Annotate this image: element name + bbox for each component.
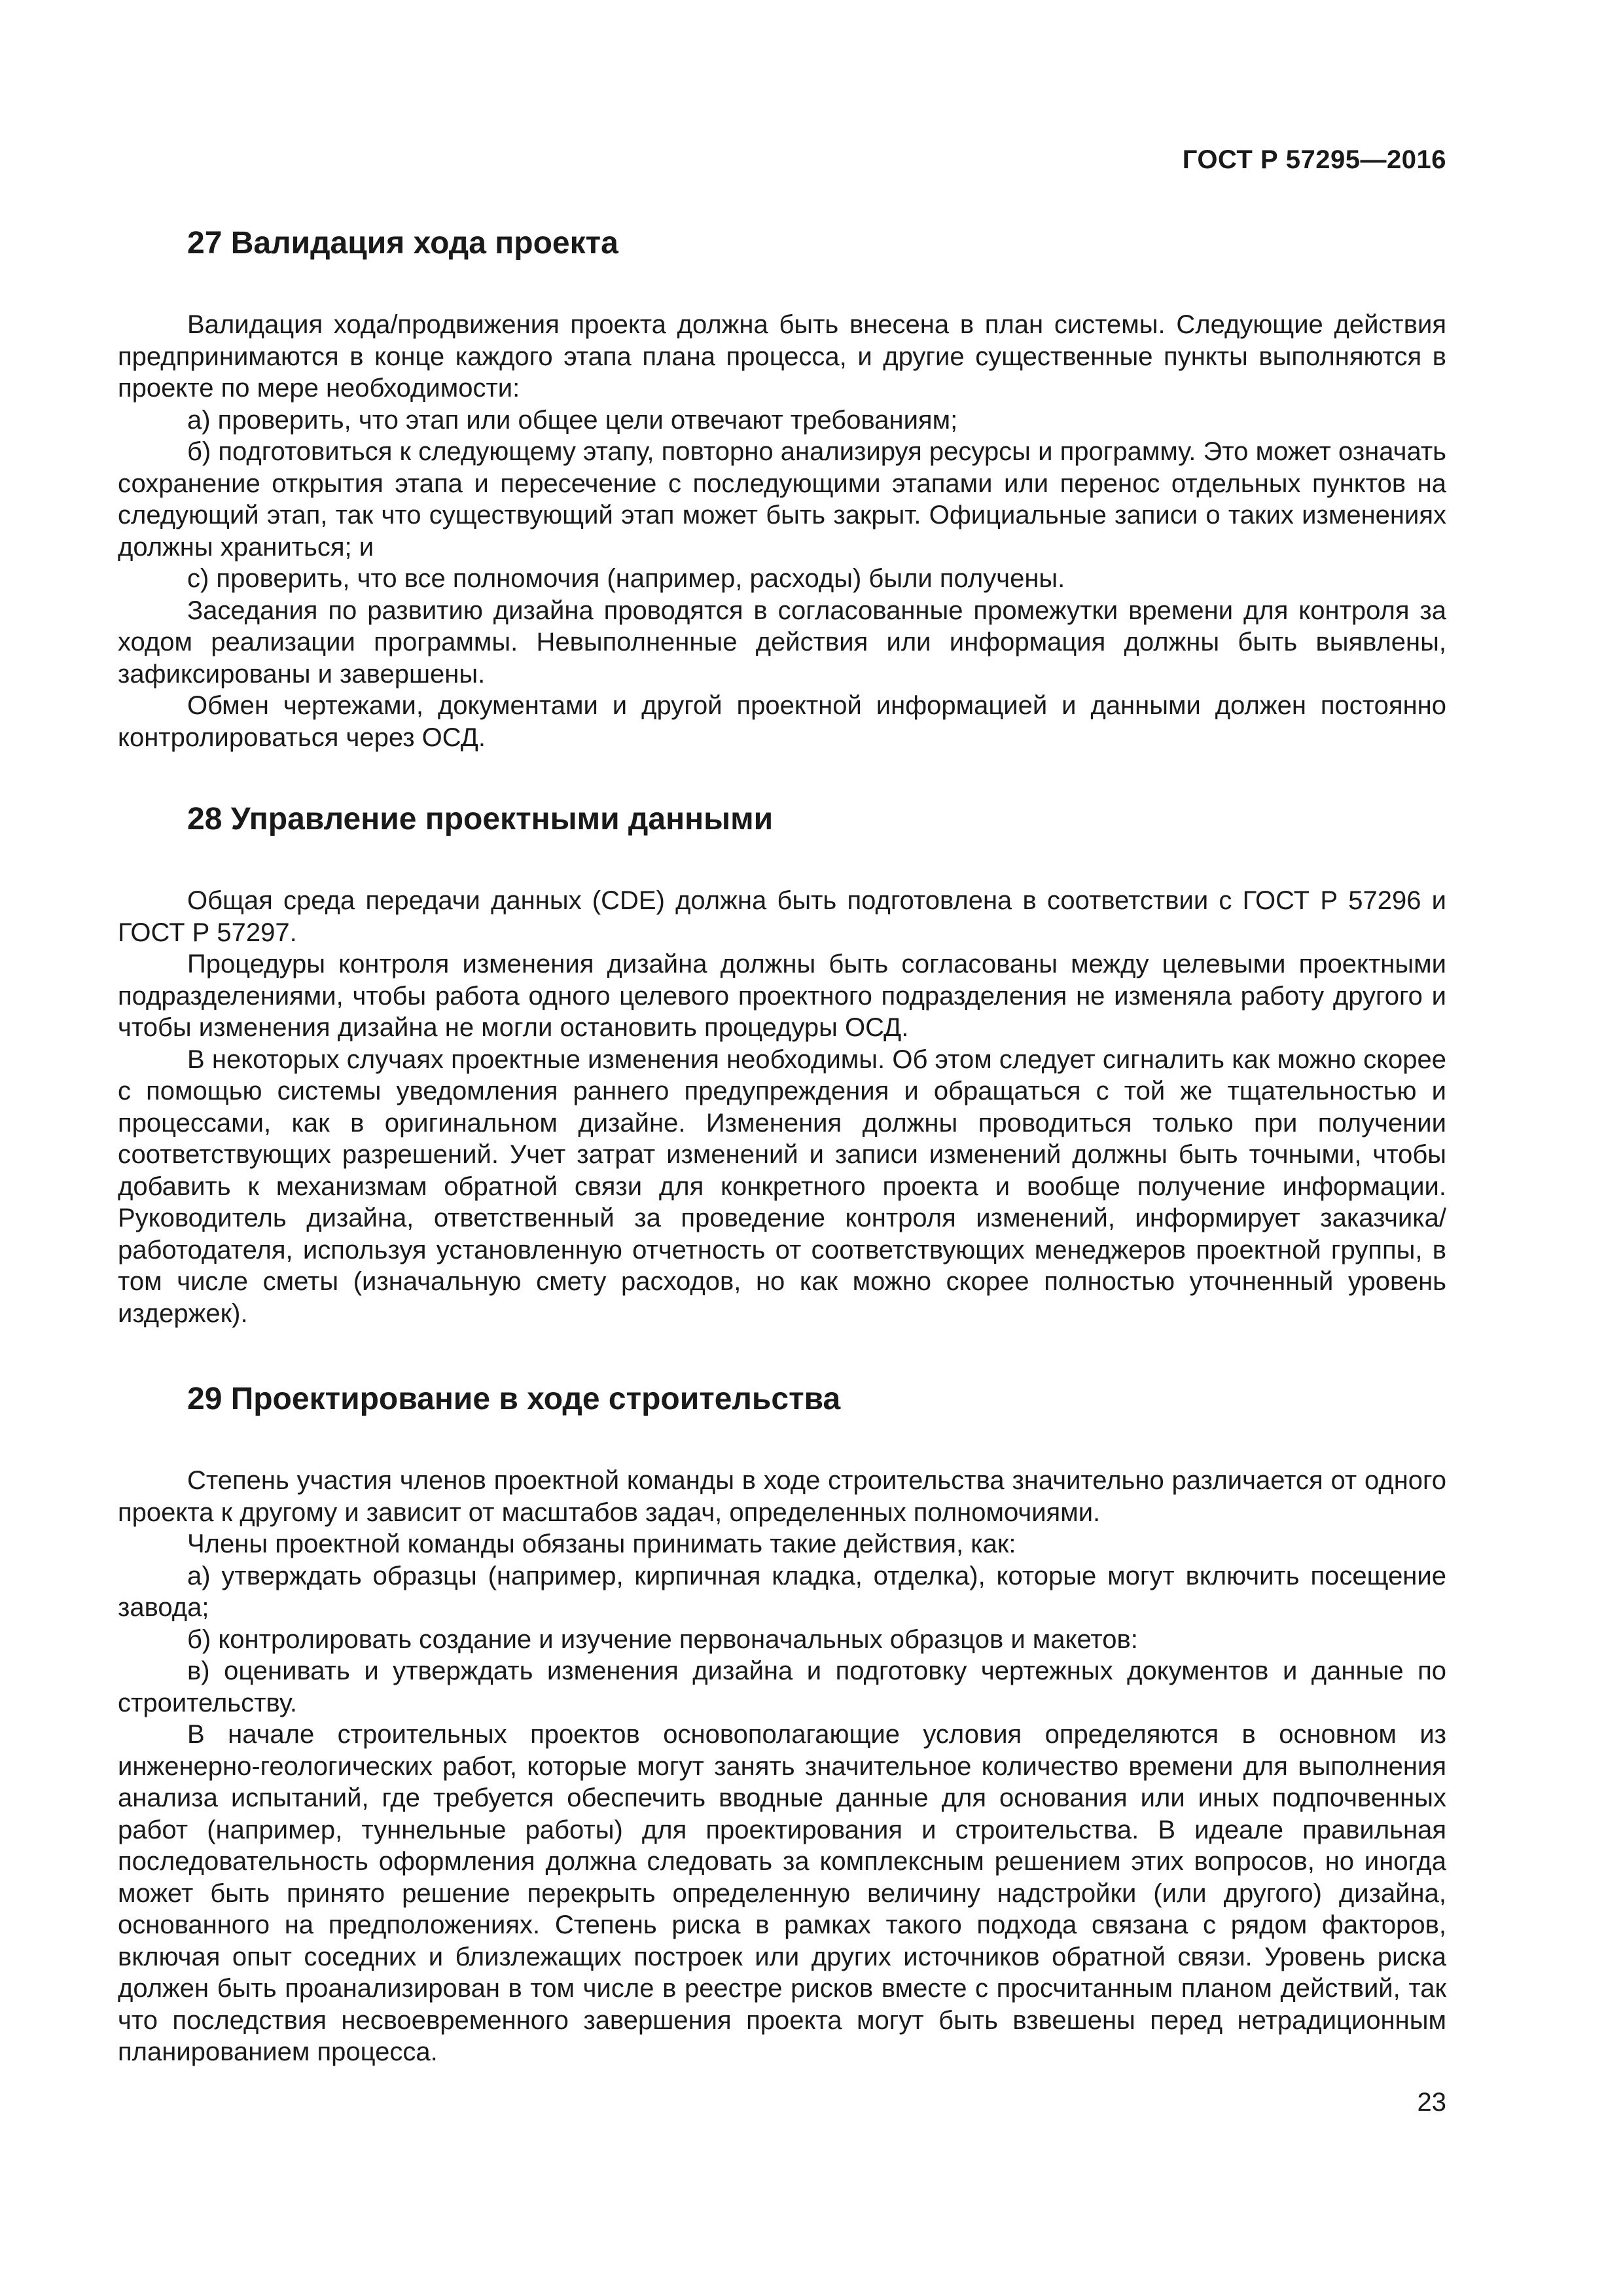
list-item: в) оценивать и утверждать изменения дизайна и подготовку чертежных документов и данные по строительству. xyxy=(118,1657,1446,1717)
standard-code-header: ГОСТ Р 57295—2016 xyxy=(1182,145,1446,174)
page-number: 23 xyxy=(1417,2088,1446,2117)
paragraph: Валидация хода/продвижения проекта должна быть внесена в план системы. Следующие действия предпринимаются в конце каждого этапа плана процесса, и другие существенные пункты выполняются в проекте по мере необходимости: xyxy=(118,310,1446,403)
list-item: а) утверждать образцы (например, кирпичная кладка, отделка), которые могут включить посещение завода; xyxy=(118,1561,1446,1622)
section-29 xyxy=(118,1380,1446,2068)
paragraph: Процедуры контроля изменения дизайна должны быть согласованы между целевыми проектными подразделениями, чтобы работа одного целевого проектного подразделения не изменяла работу другого и чтобы изменения дизайна не могли остановить процедуры ОСД. xyxy=(118,950,1446,1042)
section-28 xyxy=(118,800,1446,1329)
paragraph: Заседания по развитию дизайна проводятся в согласованные промежутки времени для контроля за ходом реализации программы. Невыполненные действия или информация должны быть выявлены, зафиксированы и завершены. xyxy=(118,596,1446,689)
list-item: б) подготовиться к следующему этапу, повторно анализируя ресурсы и программу. Это может означать сохранение открытия этапа и пересечение с последующими этапами или перенос отдельных пунктов на следующий этап, так что существующий этап может быть закрыт. Официальные записи о таких изменениях должны храниться; и xyxy=(118,437,1446,562)
paragraph: Общая среда передачи данных (CDE) должна быть подготовлена в соответствии с ГОСТ Р 57296 и ГОСТ Р 57297. xyxy=(118,886,1446,947)
list-item: б) контролировать создание и изучение первоначальных образцов и макетов: xyxy=(187,1624,1138,1654)
section-27 xyxy=(118,224,1446,753)
list-item: а) проверить, что этап или общее цели отвечают требованиям; xyxy=(187,405,958,435)
paragraph: В начале строительных проектов основополагающие условия определяются в основном из инженерно-геологических работ, которые могут занять значительное количество времени для выполнения анализа испытаний, где требуется обеспечить вводные данные для основания или иных подпочвенных работ (например, туннельные работы) для проектирования и строительства. В идеале правильная последовательность оформления должна следовать за комплексным решением этих вопросов, но иногда может быть принято решение перекрыть определенную величину надстройки (или другого) дизайна, основанного на предположениях. Степень риска в рамках такого подхода связана с рядом факторов, включая опыт соседних и близлежащих построек или других источников обратной связи. Уровень риска должен быть проанализирован в том числе в реестре рисков вместе с просчитанным планом действий, так что последствия несвоевременного завершения проекта могут быть взвешены перед нетрадиционным планированием процесса. xyxy=(118,1720,1446,2066)
section-title: 28 Управление проектными данными xyxy=(187,802,774,836)
section-title: 29 Проектирование в ходе строительства xyxy=(187,1382,841,1416)
section-title: 27 Валидация хода проекта xyxy=(187,226,618,260)
paragraph: Степень участия членов проектной команды в ходе строительства значительно различается от одного проекта к другому и зависит от масштабов задач, определенных полномочиями. xyxy=(118,1466,1446,1527)
paragraph: Члены проектной команды обязаны принимать такие действия, как: xyxy=(187,1530,1016,1558)
list-item: с) проверить, что все полномочия (например, расходы) были получены. xyxy=(187,564,1065,593)
paragraph: Обмен чертежами, документами и другой проектной информацией и данными должен постоянно контролироваться через ОСД. xyxy=(118,691,1446,752)
paragraph: В некоторых случаях проектные изменения необходимы. Об этом следует сигналить как можно скорее с помощью системы уведомления раннего предупреждения и обращаться с той же тщательностью и процессами, как в оригинальном дизайне. Изменения должны проводиться только при получении соответствующих разрешений. Учет затрат изменений и записи изменений должны быть точными, чтобы добавить к механизмам обратной связи для конкретного проекта и вообще получение информации. Руководитель дизайна, ответственный за проведение контроля изменений, информирует заказчика/работодателя, используя установленную отчетность от соответствующих менеджеров проектной группы, в том числе сметы (изначальную смету расходов, но как можно скорее полностью уточненный уровень издержек). xyxy=(118,1045,1446,1328)
